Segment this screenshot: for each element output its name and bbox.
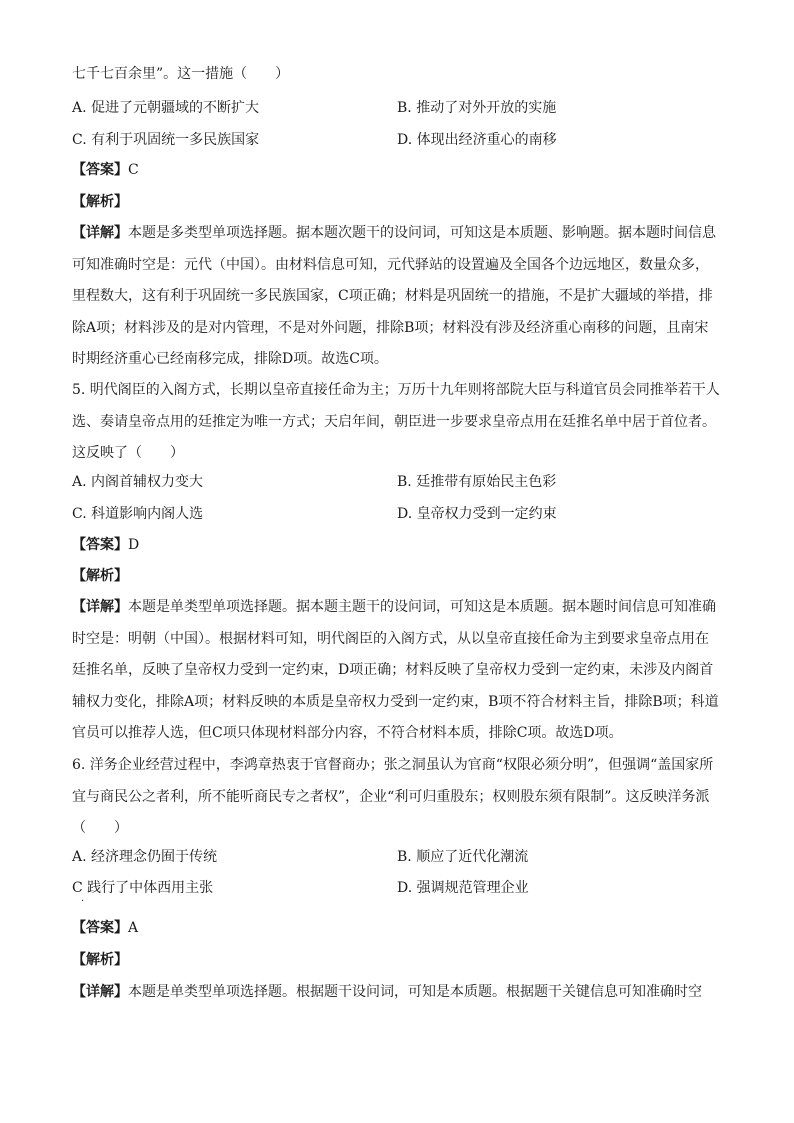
q6-option-d: D. 强调规范管理企业 (397, 880, 529, 896)
q5-detail (72, 592, 722, 750)
q5-option-a: A. 内阁首辅权力变大 (72, 474, 204, 490)
stray-mark: · (81, 896, 85, 907)
q6-option-c: C 践行了中体西用主张 (72, 880, 214, 896)
q6-stem: 6. 洋务企业经营过程中，李鸿章热衷于官督商办；张之洞虽认为官商“权限必须分明”，但强调“盖国家所宜与商民公之者利，所不能听商民专之者权”，企业“利可归重股东；权则股东须有限制”。这反映洋务派（ ） (72, 757, 714, 836)
q5-analysis-label (72, 566, 722, 586)
q4-answer (72, 160, 722, 180)
q6-analysis-label (72, 950, 722, 970)
answer-value: D (128, 537, 140, 553)
detail-label: 【详解】 (72, 984, 128, 1000)
q4-stem-tail: 七千七百余里”。这一措施（ ） (72, 66, 290, 82)
q5-answer (72, 535, 722, 555)
detail-label: 【详解】 (72, 599, 128, 615)
q6-option-a: A. 经济理念仍囿于传统 (72, 849, 218, 865)
answer-value: A (128, 920, 139, 936)
q4-option-b: B. 推动了对外开放的实施 (397, 100, 557, 116)
q6-detail (72, 977, 722, 1009)
answer-label: 【答案】 (72, 537, 128, 553)
detail-text: 本题是单类型单项选择题。根据题干设问词，可知是本质题。根据题干关键信息可知准确时空 (128, 984, 702, 1000)
detail-label: 【详解】 (72, 225, 128, 241)
q4-option-d: D. 体现出经济重心的南移 (397, 132, 557, 148)
detail-text: 本题是多类型单项选择题。据本题次题干的设问词，可知这是本质题、影响题。据本题时间信息可知准确时空是：元代（中国）。由材料信息可知，元代驿站的设置遍及全国各个边远地区，数量众多，里程数大，这有利于巩固统一多民族国家，C项正确；材料是巩固统一的措施，不是扩大疆域的举措，排除A项；材料涉及的是对内管理，不是对外问题，排除B项；材料没有涉及经济重心南移的问题，且南宋时期经济重心已经南移完成，排除D项。故选C项。 (72, 225, 716, 367)
analysis-label: 【解析】 (72, 568, 128, 584)
q5-stem: 5. 明代阁臣的入阁方式，长期以皇帝直接任命为主；万历十九年则将部院大臣与科道官员会同推举若干人选、奏请皇帝点用的廷推定为唯一方式；天启年间，朝臣进一步要求皇帝点用在廷推名单中居于首位者。这反映了（ ） (72, 382, 720, 461)
q5-option-d: D. 皇帝权力受到一定约束 (397, 506, 557, 522)
detail-text: 本题是单类型单项选择题。据本题主题干的设问词，可知这是本质题。据本题时间信息可知准确时空是：明朝（中国）。根据材料可知，明代阁臣的入阁方式，从以皇帝直接任命为主到要求皇帝点用在廷推名单，反映了皇帝权力受到一定约束，D项正确；材料反映了皇帝权力受到一定约束，未涉及内阁首辅权力变化，排除A项；材料反映的本质是皇帝权力受到一定约束，B项不符合材料主旨，排除B项；科道官员可以推荐人选，但C项只体现材料部分内容，不符合材料本质，排除C项。故选D项。 (72, 599, 719, 741)
q4-option-a: A. 促进了元朝疆域的不断扩大 (72, 100, 260, 116)
q6-answer (72, 918, 722, 938)
analysis-label: 【解析】 (72, 952, 128, 968)
answer-label: 【答案】 (72, 920, 128, 936)
analysis-label: 【解析】 (72, 194, 128, 210)
q6-option-b: B. 顺应了近代化潮流 (397, 849, 529, 865)
q5-option-b: B. 廷推带有原始民主色彩 (397, 474, 557, 490)
q4-option-c: C. 有利于巩固统一多民族国家 (72, 132, 260, 148)
q4-analysis-label (72, 192, 722, 212)
q5-option-c: C. 科道影响内阁人选 (72, 506, 204, 522)
q4-detail (72, 218, 722, 376)
answer-value: C (128, 162, 139, 178)
answer-label: 【答案】 (72, 162, 128, 178)
